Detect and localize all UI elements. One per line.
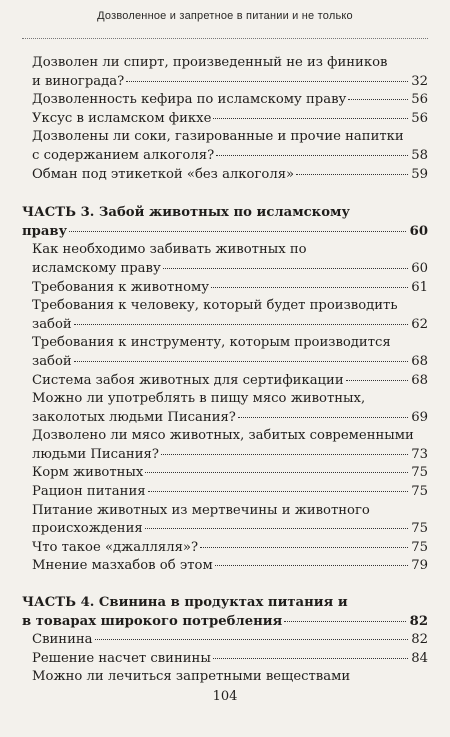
toc-page-number: 73: [411, 446, 428, 462]
toc-page-number: 60: [411, 260, 428, 276]
toc-entry-text: Питание животных из мертвечины и животного: [32, 502, 370, 518]
toc-entry: [22, 464, 428, 483]
toc-page-number: 68: [411, 372, 428, 388]
toc-entry-text: с содержанием алкоголя?: [32, 147, 215, 163]
toc-page-number: 60: [409, 223, 428, 239]
dot-leader: [348, 99, 408, 100]
running-header: Дозволенное и запретное в питании и не только: [97, 10, 353, 22]
toc-page-number: 75: [411, 521, 428, 537]
dot-leader: [69, 231, 406, 232]
part-heading: [22, 594, 428, 631]
dot-leader: [145, 472, 408, 473]
dot-leader: [126, 81, 408, 82]
dot-leader: [163, 268, 408, 269]
dot-leader: [296, 174, 408, 175]
toc-entry: [22, 91, 428, 110]
toc-page-number: 82: [409, 613, 428, 629]
toc-entry: [22, 539, 428, 558]
toc-entry-text: Требования к животному: [32, 279, 210, 295]
dot-leader: [161, 454, 408, 455]
toc-page-number: 79: [411, 558, 428, 574]
page-number: 104: [212, 689, 238, 704]
dot-leader: [200, 547, 408, 548]
toc-entry-text: Мнение мазхабов об этом: [32, 558, 213, 574]
toc-page-number: 84: [411, 650, 428, 666]
toc-page-number: 75: [411, 539, 428, 555]
dot-leader: [284, 621, 406, 622]
dot-leader: [213, 658, 408, 659]
toc-entry-text: людьми Писания?: [32, 446, 159, 462]
toc-entry-text: Система забоя животных для сертификации: [32, 372, 344, 388]
toc-page-number: 58: [411, 147, 428, 163]
toc-entry-text: Требования к инструменту, которым производится: [32, 335, 391, 351]
dot-leader: [74, 324, 408, 325]
dot-leader: [148, 491, 408, 492]
toc-entry: [22, 557, 428, 576]
dot-leader: [213, 118, 408, 119]
toc-entry-text: забой: [32, 316, 72, 332]
table-of-contents: [22, 54, 428, 687]
toc-entry-text: Рацион питания: [32, 484, 146, 500]
part-heading: [22, 204, 428, 241]
toc-page-number: 56: [411, 110, 428, 126]
toc-entry-text: Дозволенность кефира по исламскому праву: [32, 92, 347, 108]
toc-entry-text: Обман под этикеткой «без алкоголя»: [32, 166, 295, 182]
toc-entry-text: Дозволено ли мясо животных, забитых современными: [32, 428, 414, 444]
toc-entry-text: Уксус в исламском фикхе: [32, 110, 212, 126]
dot-leader: [95, 639, 408, 640]
toc-page-number: 75: [411, 465, 428, 481]
toc-entry: [22, 110, 428, 129]
toc-page-number: 56: [411, 92, 428, 108]
toc-page-number: 75: [411, 484, 428, 500]
toc-entry: [22, 372, 428, 391]
toc-entry: [22, 128, 428, 165]
dot-leader: [145, 528, 408, 529]
toc-entry: [22, 483, 428, 502]
toc-entry-text: Дозволены ли соки, газированные и прочие напитки: [32, 129, 404, 145]
toc-entry-text: исламскому праву: [32, 260, 161, 276]
part-title: в товарах широкого потребления: [22, 613, 283, 629]
toc-page-number: 68: [411, 353, 428, 369]
dot-leader: [215, 565, 408, 566]
toc-entry: [22, 668, 428, 687]
toc-entry: [22, 54, 428, 91]
toc-entry: [22, 650, 428, 669]
part-title: праву: [22, 223, 68, 239]
part-title: ЧАСТЬ 4. Свинина в продуктах питания и: [22, 595, 348, 611]
toc-entry: [22, 427, 428, 464]
toc-page-number: 61: [411, 279, 428, 295]
toc-entry: [22, 166, 428, 185]
toc-entry: [22, 241, 428, 278]
toc-page-number: 32: [411, 73, 428, 89]
toc-entry-text: Требования к человеку, который будет производить: [32, 298, 398, 314]
toc-entry: [22, 334, 428, 371]
toc-page-number: 69: [411, 409, 428, 425]
header-divider: [22, 38, 428, 39]
toc-entry: [22, 390, 428, 427]
toc-entry: [22, 631, 428, 650]
toc-entry-text: Свинина: [32, 632, 93, 648]
toc-entry-text: и винограда?: [32, 73, 125, 89]
toc-entry-text: Можно ли употреблять в пищу мясо животных,: [32, 391, 366, 407]
toc-entry-text: Как необходимо забивать животных по: [32, 242, 307, 258]
toc-page-number: 62: [411, 316, 428, 332]
toc-entry-text: Что такое «джалляля»?: [32, 539, 199, 555]
toc-entry-text: заколотых людьми Писания?: [32, 409, 236, 425]
dot-leader: [216, 155, 408, 156]
toc-entry: [22, 297, 428, 334]
part-title: ЧАСТЬ 3. Забой животных по исламскому: [22, 205, 350, 221]
toc-entry-text: Решение насчет свинины: [32, 650, 211, 666]
toc-page-number: 59: [411, 166, 428, 182]
dot-leader: [74, 361, 408, 362]
toc-entry-text: Корм животных: [32, 465, 144, 481]
toc-entry: [22, 279, 428, 298]
toc-entry-text: забой: [32, 353, 72, 369]
dot-leader: [211, 287, 408, 288]
dot-leader: [346, 380, 408, 381]
toc-entry-text: происхождения: [32, 521, 143, 537]
toc-entry-text: Можно ли лечиться запретными веществами: [32, 669, 351, 685]
toc-entry: [22, 502, 428, 539]
toc-entry-text: Дозволен ли спирт, произведенный не из фиников: [32, 55, 388, 70]
toc-page-number: 82: [411, 632, 428, 648]
dot-leader: [238, 417, 408, 418]
